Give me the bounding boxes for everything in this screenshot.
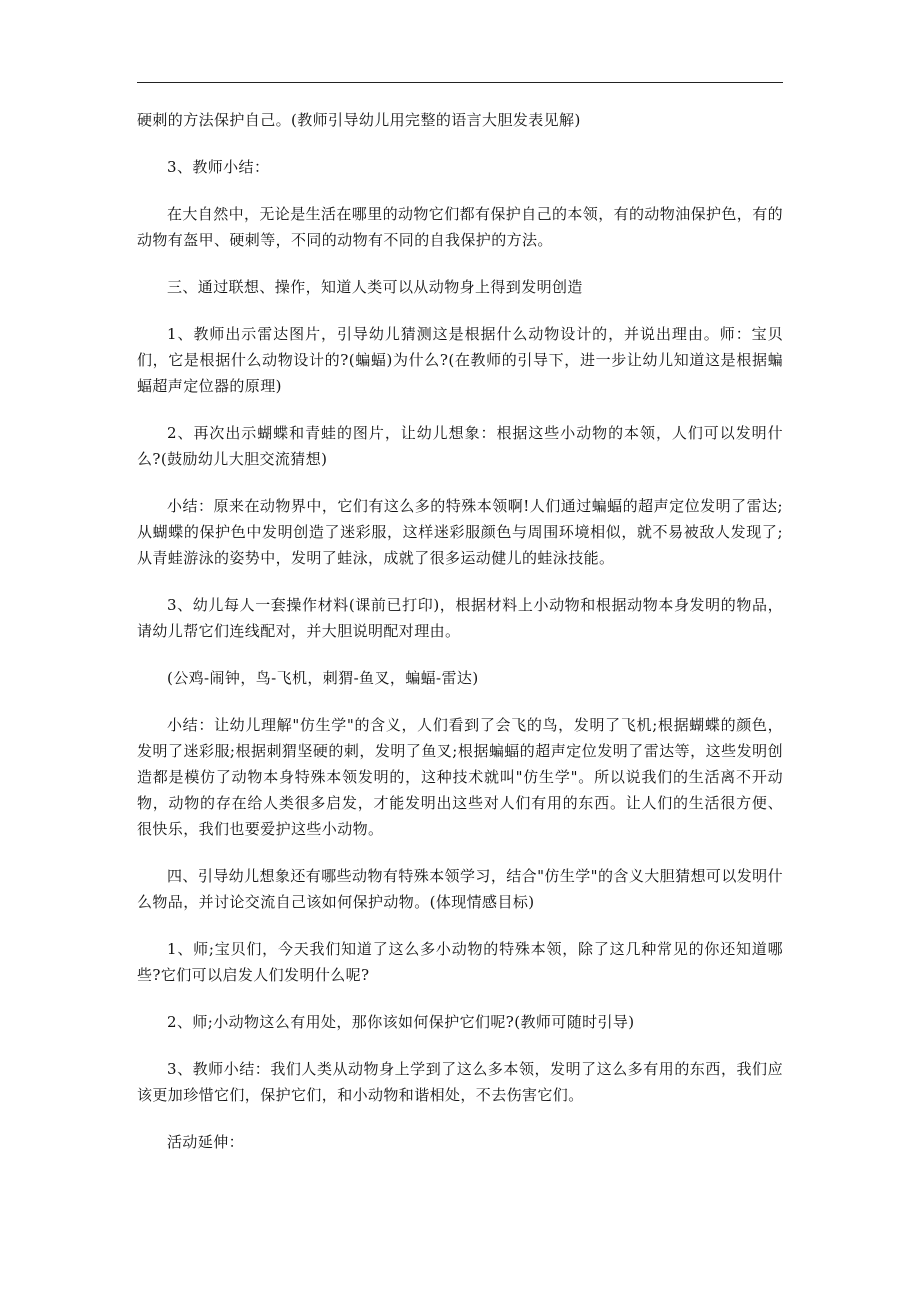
- paragraph-teacher-summary-heading: 3、教师小结：: [167, 158, 270, 176]
- section-heading-three: 三、通过联想、操作，知道人类可以从动物身上得到发明创造: [167, 278, 583, 296]
- paragraph-teacher-question-one: 1、师;宝贝们，今天我们知道了这么多小动物的特殊本领，除了这几种常见的你还知道哪些?它们可以启发人们发明什么呢?: [137, 940, 783, 984]
- header-rule: [137, 82, 783, 83]
- paragraph-continuation: 硬刺的方法保护自己。(教师引导幼儿用完整的语言大胆发表见解): [137, 111, 581, 129]
- section-heading-four: 四、引导幼儿想象还有哪些动物有特殊本领学习，结合"仿生学"的含义大胆猜想可以发明什么物品，并讨论交流自己该如何保护动物。(体现情感目标): [137, 867, 783, 911]
- document-body: [137, 107, 783, 1176]
- paragraph-summary-inventions: 小结：原来在动物界中，它们有这么多的特殊本领啊!人们通过蝙蝠的超声定位发明了雷达;从蝴蝶的保护色中发明创造了迷彩服，这样迷彩服颜色与周围环境相似，就不易被敌人发现了;从青蛙游泳的姿势中，发明了蛙泳，成就了很多运动健儿的蛙泳技能。: [137, 497, 783, 567]
- paragraph-radar: 1、教师出示雷达图片，引导幼儿猜测这是根据什么动物设计的，并说出理由。师：宝贝们，它是根据什么动物设计的?(蝙蝠)为什么?(在教师的引导下，进一步让幼儿知道这是根据蝙蝠超声定位器的原理): [137, 325, 783, 395]
- paragraph-teacher-question-two: 2、师;小动物这么有用处，那你该如何保护它们呢?(教师可随时引导): [167, 1013, 635, 1031]
- paragraph-teacher-summary: 在大自然中，无论是生活在哪里的动物它们都有保护自己的本领，有的动物油保护色，有的动物有盔甲、硬刺等，不同的动物有不同的自我保护的方法。: [137, 205, 784, 249]
- paragraph-matching-activity: 3、幼儿每人一套操作材料(课前已打印)，根据材料上小动物和根据动物本身发明的物品，请幼儿帮它们连线配对，并大胆说明配对理由。: [137, 596, 783, 640]
- paragraph-bionics-summary: 小结：让幼儿理解"仿生学"的含义，人们看到了会飞的鸟，发明了飞机;根据蝴蝶的颜色，发明了迷彩服;根据刺猬坚硬的刺，发明了鱼叉;根据蝙蝠的超声定位发明了雷达等，这些发明创造都是模仿了动物本身特殊本领发明的，这种技术就叫"仿生学"。所以说我们的生活离不开动物，动物的存在给人类很多启发，才能发明出这些对人们有用的东西。让人们的生活很方便、很快乐，我们也要爱护这些小动物。: [137, 716, 783, 838]
- paragraph-activity-extension: 活动延伸：: [167, 1133, 245, 1151]
- paragraph-butterfly-frog: 2、再次出示蝴蝶和青蛙的图片，让幼儿想象：根据这些小动物的本领，人们可以发明什么?(鼓励幼儿大胆交流猜想): [137, 424, 783, 468]
- paragraph-matching-pairs: (公鸡-闹钟，鸟-飞机，刺猬-鱼叉，蝙蝠-雷达): [167, 669, 479, 687]
- paragraph-final-summary: 3、教师小结：我们人类从动物身上学到了这么多本领，发明了这么多有用的东西，我们应该更加珍惜它们，保护它们，和小动物和谐相处，不去伤害它们。: [137, 1060, 783, 1104]
